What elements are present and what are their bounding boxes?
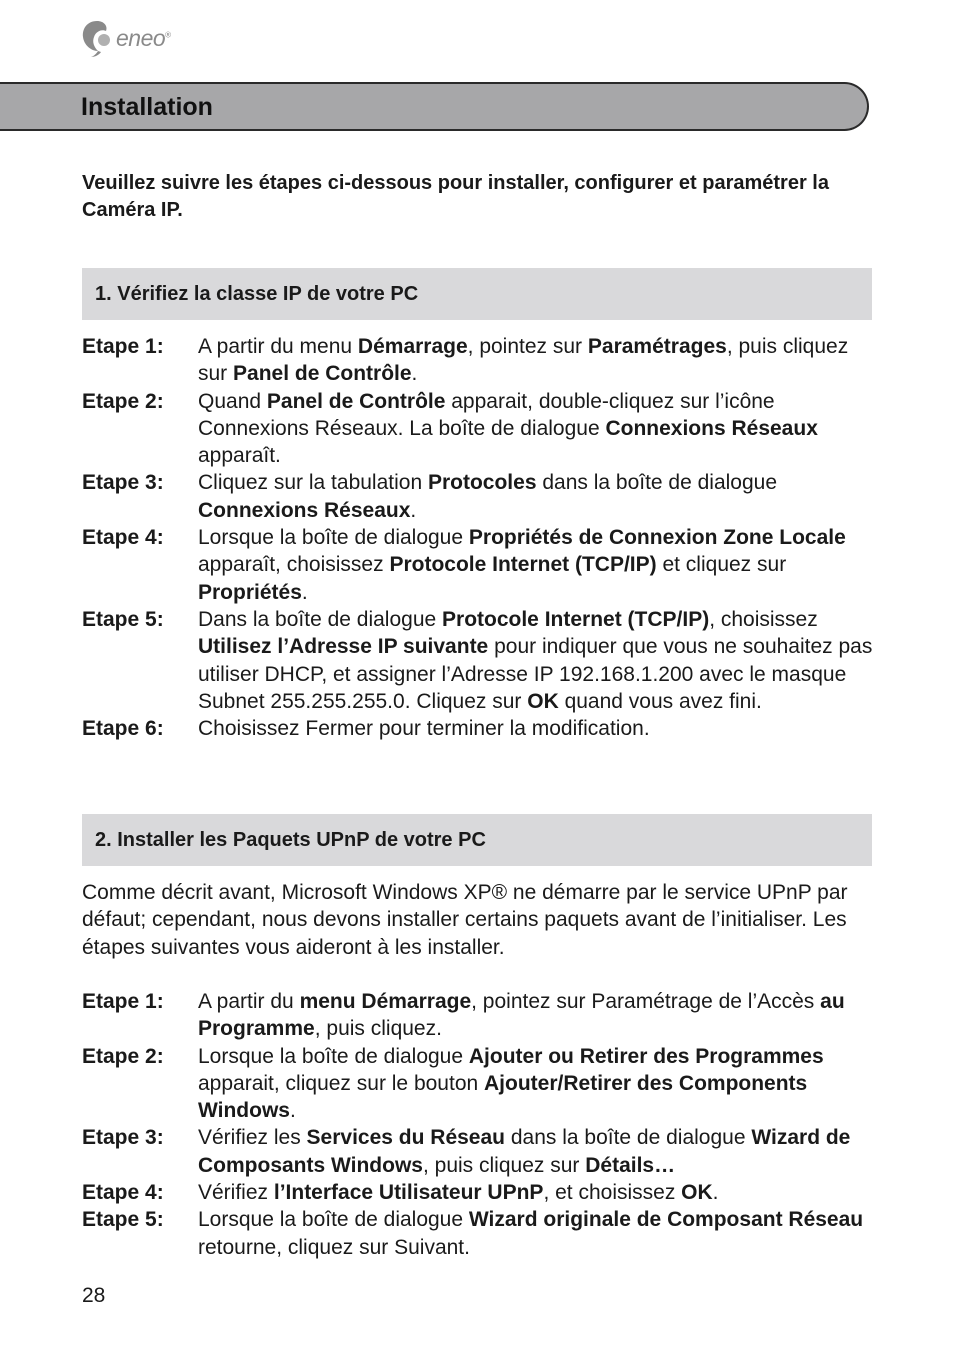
step-text-run: et cliquez sur — [656, 553, 787, 577]
step-text-bold: Détails… — [585, 1153, 676, 1177]
step-text-run: Quand — [198, 389, 267, 413]
step-text-run: apparaît. — [198, 444, 281, 468]
step-text — [198, 988, 882, 1043]
section-heading-upnp: 2. Installer les Paquets UPnP de votre PC — [82, 814, 872, 866]
step-text-run: pour indiquer que vous ne souhaitez pas utiliser DHCP, et assigner l’Adresse IP 192.168.1.200 avec le masque Subnet 255.255.255.0. Cliquez sur — [198, 635, 873, 713]
steps-list-ip-class — [82, 333, 882, 742]
step-text-bold: au Programme — [198, 990, 845, 1041]
section-title-bar — [0, 82, 869, 131]
step-text-bold: Propriétés — [198, 580, 302, 604]
step-text-bold: Connexions Réseaux — [198, 498, 411, 522]
step-text — [198, 388, 882, 470]
step-text-bold: Wizard de Composants Windows — [198, 1126, 851, 1177]
step-text-run: Lorsque la boîte de dialogue — [198, 526, 469, 550]
step-text-bold: Panel de Contrôle — [266, 389, 446, 413]
step-text-run: A partir du menu — [198, 335, 358, 358]
step-text-bold: Wizard originale de Composant Réseau — [468, 1208, 864, 1232]
step-item — [82, 333, 882, 388]
step-label: Etape 1: — [82, 335, 164, 358]
step-text-run: Vérifiez les — [198, 1126, 307, 1150]
step-text-bold: Démarrage — [357, 335, 468, 358]
step-text-run: Cliquez sur la tabulation — [198, 471, 428, 495]
step-text-run: apparait, cliquez sur le bouton — [198, 1071, 485, 1095]
step-text-run: , et choisissez — [543, 1181, 682, 1205]
step-label: Etape 5: — [82, 607, 164, 631]
step-label: Etape 4: — [82, 526, 164, 550]
step-text-bold: Protocole Internet (TCP/IP) — [389, 553, 657, 577]
step-text — [198, 469, 882, 524]
step-text-bold: l’Interface Utilisateur UPnP — [273, 1181, 544, 1205]
section-heading-ip-class: 1. Vérifiez la classe IP de votre PC — [82, 268, 872, 320]
step-text-run: . — [410, 498, 417, 522]
step-text — [198, 1179, 882, 1206]
logo-wordmark: eneo® — [116, 24, 171, 51]
intro-text: Veuillez suivre les étapes ci-dessous pour installer, configurer et paramétrer la Caméra IP. — [82, 172, 829, 221]
step-text-bold: Protocole Internet (TCP/IP) — [442, 607, 710, 631]
step-text-bold: Paramétrages — [587, 335, 727, 358]
step-item — [82, 1179, 882, 1206]
step-text-run: apparait, double-cliquez sur l’icône Connexions Réseaux. La boîte de dialogue — [198, 389, 775, 440]
step-text-bold: Utilisez l’Adresse IP suivante — [198, 635, 489, 659]
page-title: Installation — [81, 93, 213, 121]
step-label: Etape 6: — [82, 717, 164, 741]
step-text-run: quand vous avez fini. — [558, 689, 762, 713]
step-text — [198, 1124, 882, 1179]
step-text-run: dans la boîte de dialogue — [505, 1126, 752, 1150]
upnp-paragraph: Comme décrit avant, Microsoft Windows XP® ne démarre par le service UPnP par défaut; cependant, nous devons installer certains paquets avant de l’initialiser. Les étapes suivantes vous aideront à les installer. — [82, 881, 848, 959]
page-number: 28 — [82, 1284, 106, 1307]
step-text-bold: Connexions Réseaux — [605, 416, 818, 440]
step-text — [198, 1043, 882, 1125]
step-text-run: retourne, cliquez sur Suivant. — [198, 1235, 470, 1259]
step-text — [198, 524, 882, 606]
step-text-bold: OK — [681, 1181, 713, 1205]
step-text-run: Dans la boîte de dialogue — [198, 607, 443, 631]
step-label: Etape 5: — [82, 1208, 164, 1232]
step-item — [82, 988, 882, 1043]
eneo-logo-icon — [80, 18, 114, 58]
step-text-run: , choisissez — [709, 607, 818, 631]
brand-logo — [80, 18, 171, 58]
step-text-run: . — [289, 1099, 296, 1123]
step-text — [198, 606, 882, 715]
step-text — [198, 333, 882, 388]
step-item — [82, 1206, 882, 1261]
step-text — [198, 715, 882, 742]
step-label: Etape 3: — [82, 1126, 164, 1150]
step-text-run: . — [301, 580, 308, 604]
step-text-run: apparaît, choisissez — [198, 553, 390, 577]
step-label: Etape 2: — [82, 1044, 164, 1068]
step-text-bold: Ajouter ou Retirer des Programmes — [468, 1044, 824, 1068]
step-text-run: , puis cliquez. — [314, 1017, 442, 1041]
step-text-bold: OK — [527, 689, 559, 713]
step-text-bold: Propriétés de Connexion Zone Locale — [468, 526, 846, 550]
step-item — [82, 1124, 882, 1179]
step-text — [198, 1206, 882, 1261]
step-text-bold: Panel de Contrôle — [233, 362, 412, 386]
step-label: Etape 1: — [82, 990, 164, 1013]
step-text-bold: Services du Réseau — [306, 1126, 505, 1150]
step-item — [82, 388, 882, 470]
step-text-run: A partir du — [198, 990, 300, 1013]
step-text-run: , puis cliquez sur — [198, 335, 849, 386]
step-text-run: , puis cliquez sur — [422, 1153, 586, 1177]
step-text-run: dans la boîte de dialogue — [536, 471, 778, 495]
step-label: Etape 2: — [82, 389, 164, 413]
step-item — [82, 524, 882, 606]
step-item — [82, 469, 882, 524]
step-label: Etape 3: — [82, 471, 164, 495]
step-text-bold: Ajouter/Retirer des Components Windows — [198, 1071, 808, 1123]
step-text-run: , pointez sur Paramétrage de l’Accès — [471, 990, 821, 1013]
step-text-run: Lorsque la boîte de dialogue — [198, 1044, 469, 1068]
step-label: Etape 4: — [82, 1181, 164, 1205]
step-text-run: . — [411, 362, 418, 386]
step-item — [82, 715, 882, 742]
step-text-run: . — [712, 1181, 719, 1205]
step-text-run: Lorsque la boîte de dialogue — [198, 1208, 469, 1232]
step-text-run: , pointez sur — [467, 335, 588, 358]
step-text-run: Choisissez Fermer pour terminer la modification. — [198, 717, 650, 741]
step-text-bold: menu Démarrage — [299, 990, 472, 1013]
step-text-bold: Protocoles — [427, 471, 537, 495]
step-text-run: Vérifiez — [198, 1181, 274, 1205]
steps-list-upnp — [82, 988, 882, 1261]
step-item — [82, 1043, 882, 1125]
step-item — [82, 606, 882, 715]
